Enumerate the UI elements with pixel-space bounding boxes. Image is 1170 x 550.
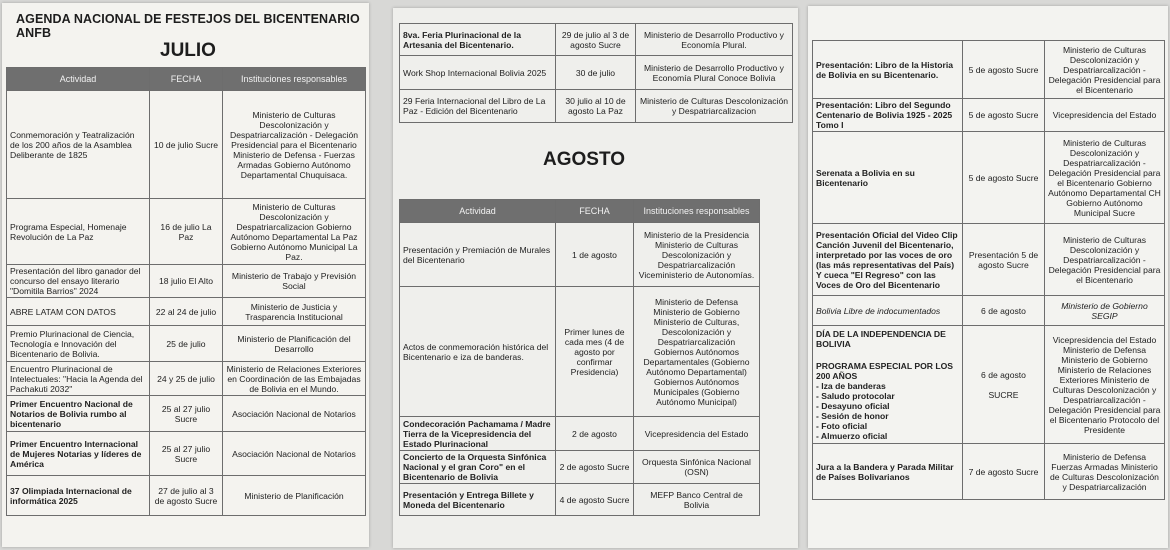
page-august-2: [808, 6, 1168, 548]
activity-text: 8va. Feria Plurinacional de la Artesania del Bicentenario.: [403, 29, 521, 50]
activity-cell: [813, 99, 963, 132]
activity-text: Programa Especial, Homenaje Revolución de La Paz: [10, 221, 127, 242]
date-text: 22 al 24 de julio: [155, 306, 217, 317]
institutions-cell: Ministerio de Culturas Descolonización y Despatriarcalizacion Gobierno Autónomo Departamental La Paz Gobierno Autónomo Municipal La Paz.: [223, 199, 366, 265]
activity-cell: [7, 199, 150, 265]
table-row: [400, 287, 760, 417]
date-text: 16 de julio La Paz: [160, 221, 212, 242]
activity-sub-line: - Sesión de honor: [816, 410, 889, 421]
table-row: [7, 265, 366, 298]
activity-text: Presentación: Libro del Segundo Centenario de Bolivia 1925 - 2025 Tomo I: [816, 100, 953, 130]
activity-cell: [7, 91, 150, 199]
activity-text: Conmemoración y Teatralización de los 200 años de la Asamblea Deliberante de 1825: [10, 129, 135, 160]
institutions-cell: Ministerio de Culturas Descolonización y Despatriarcalización - Delegación Presidencial para el Bicentenario Gobierno Autónomo Departamental CH Gobierno Autónomo Municipal Sucre: [1045, 132, 1165, 224]
activity-cell: [7, 396, 150, 432]
institutions-cell: Ministerio de Culturas Descolonización y Despatriarcalización - Delegación Presidencial para el Bicentenario: [1045, 41, 1165, 99]
institutions-cell: Asociación Nacional de Notarios: [223, 396, 366, 432]
date-text: 25 al 27 julio Sucre: [161, 403, 211, 424]
activity-text: Primer Encuentro Internacional de Mujeres Notarias y líderes de América: [10, 438, 142, 469]
date-cell: [963, 444, 1045, 500]
activity-cell: [400, 451, 556, 484]
table-row: [7, 298, 366, 326]
date-cell: [556, 484, 634, 516]
activity-text: Condecoración Pachamama / Madre Tierra de la Vicepresidencia del Estado Plurinacional: [403, 418, 551, 449]
table-row: [400, 223, 760, 287]
table-row: [813, 132, 1165, 224]
date-text: 30 de julio: [575, 67, 616, 78]
activity-cell: [7, 326, 150, 362]
column-header: Actividad: [7, 68, 150, 91]
activity-text: Presentación y Entrega Billete y Moneda del Bicentenario: [403, 489, 534, 510]
activity-cell: [7, 265, 150, 298]
institutions-cell: Ministerio de Gobierno SEGIP: [1045, 296, 1165, 326]
date-text: 10 de julio Sucre: [153, 139, 219, 150]
activity-text: Serenata a Bolivia en su Bicentenario: [816, 167, 915, 188]
date-text: 1 de agosto: [572, 249, 617, 260]
august-table: [399, 199, 760, 516]
activity-text: Primer Encuentro Nacional de Notarios de Bolivia rumbo al bicentenario: [10, 398, 133, 429]
date-cell: [963, 99, 1045, 132]
date-cell: [150, 199, 223, 265]
date-location: SUCRE: [988, 389, 1019, 400]
table-row: [7, 432, 366, 476]
table-row: [7, 326, 366, 362]
activity-text: Work Shop Internacional Bolivia 2025: [403, 67, 547, 78]
date-text: 27 de julio al 3 de agosto Sucre: [154, 485, 218, 506]
july-table: [6, 67, 366, 516]
date-cell: [150, 91, 223, 199]
august-continued-table: [399, 23, 793, 123]
date-text: 25 de julio: [166, 338, 206, 349]
column-header: Instituciones responsables: [223, 68, 366, 91]
activity-text: Presentación: Libro de la Historia de Bolivia en su Bicentenario.: [816, 59, 954, 80]
institutions-cell: Ministerio de Culturas Descolonización y Despatriarcalización - Delegación Presidencial para el Bicentenario: [1045, 224, 1165, 296]
table-row: [813, 326, 1165, 444]
month-title-july: JULIO: [160, 40, 216, 61]
date-cell: [963, 41, 1045, 99]
date-cell: [556, 417, 634, 451]
date-text: 7 de agosto Sucre: [968, 466, 1039, 477]
table-row: [400, 417, 760, 451]
date-cell: [150, 476, 223, 516]
table-row: [7, 396, 366, 432]
date-text: 25 al 27 julio Sucre: [161, 443, 211, 464]
activity-cell: [813, 296, 963, 326]
institutions-cell: Vicepresidencia del Estado Ministerio de Defensa Ministerio de Gobierno Ministerio de Relaciones Exteriores Ministerio de Culturas Descolonización y Despatriarcalización - Delegación Presidencial para el Bicentenario Protocolo del Presidente: [1045, 326, 1165, 444]
activity-text: Presentación y Premiación de Murales del Bicentenario: [403, 244, 551, 265]
activity-text: Presentación Oficial del Video Clip Canción Juvenil del Bicentenario, interpretado por las voces de oro (las más representativas del País) Y cueca "El Regreso" con las Voces de Oro del Bicentenario: [816, 229, 958, 290]
activity-sub-line: - Saludo protocolar: [816, 390, 895, 401]
activity-sub-line: - Desayuno oficial: [816, 400, 890, 411]
activity-cell: [7, 432, 150, 476]
date-text: 29 de julio al 3 de agosto Sucre: [561, 29, 630, 50]
date-cell: [963, 132, 1045, 224]
main-title: AGENDA NACIONAL DE FESTEJOS DEL BICENTENARIO ANFB: [16, 12, 360, 40]
activity-text: Actos de conmemoración histórica del Bicentenario e iza de banderas.: [403, 341, 549, 362]
institutions-cell: Ministerio de la Presidencia Ministerio de Culturas Descolonización y Despatriarcalización Viceministerio de Autonomías.: [634, 223, 760, 287]
page-july: [2, 3, 369, 547]
activity-cell: [813, 41, 963, 99]
activity-text: ABRE LATAM CON DATOS: [10, 306, 116, 317]
activity-sub-line: - Iza de banderas: [816, 380, 886, 391]
table-row: [813, 99, 1165, 132]
date-text: Presentación 5 de agosto Sucre: [968, 249, 1039, 270]
activity-sub-line: PROGRAMA ESPECIAL POR LOS 200 AÑOS: [816, 360, 954, 381]
activity-text: Encuentro Plurinacional de Intelectuales: "Hacia la Agenda del Pachakuti 2032": [10, 363, 143, 394]
institutions-cell: Orquesta Sinfónica Nacional (OSN): [634, 451, 760, 484]
activity-text: Premio Plurinacional de Ciencia, Tecnología e Innovación del Bicentenario de Bolivia.: [10, 328, 135, 359]
date-cell: [556, 90, 636, 123]
table-row: [813, 296, 1165, 326]
activity-cell: [7, 362, 150, 396]
august-table-continued: [812, 40, 1165, 500]
institutions-cell: Ministerio de Desarrollo Productivo y Economía Plural Conoce Bolivia: [636, 56, 793, 90]
date-text: 4 de agosto Sucre: [559, 494, 630, 505]
activity-sub-line: - Foto oficial: [816, 420, 868, 431]
table-row: [400, 90, 793, 123]
date-cell: [150, 326, 223, 362]
date-cell: [963, 326, 1045, 444]
date-cell: [963, 224, 1045, 296]
date-text: 24 y 25 de julio: [157, 373, 215, 384]
table-row: [7, 362, 366, 396]
activity-cell: [400, 90, 556, 123]
date-cell: [556, 223, 634, 287]
institutions-cell: Ministerio de Desarrollo Productivo y Economía Plural.: [636, 24, 793, 56]
activity-cell: [400, 417, 556, 451]
activity-text: Concierto de la Orquesta Sinfónica Nacional y el gran Coro" en el Bicentenario de Bolivia: [403, 452, 547, 482]
column-header: FECHA: [556, 200, 634, 223]
institutions-cell: Vicepresidencia del Estado: [634, 417, 760, 451]
activity-cell: [400, 484, 556, 516]
date-cell: [556, 451, 634, 484]
table-row: [813, 224, 1165, 296]
date-cell: [556, 24, 636, 56]
institutions-cell: Ministerio de Planificación del Desarrollo: [223, 326, 366, 362]
activity-sub-line: - Almuerzo oficial: [816, 430, 888, 441]
activity-cell: [400, 56, 556, 90]
date-text: 30 julio al 10 de agosto La Paz: [565, 96, 626, 116]
date-cell: [150, 298, 223, 326]
activity-cell: [813, 326, 963, 444]
date-text: 5 de agosto Sucre: [968, 110, 1039, 120]
date-text: 18 julio El Alto: [159, 276, 213, 286]
institutions-cell: Vicepresidencia del Estado: [1045, 99, 1165, 132]
month-title-august: AGOSTO: [543, 149, 625, 170]
activity-text: DÍA DE LA INDEPENDENCIA DE BOLIVIA: [816, 328, 946, 349]
institutions-cell: MEFP Banco Central de Bolivia: [634, 484, 760, 516]
institutions-cell: Ministerio de Relaciones Exteriores en Coordinación de las Embajadas de Bolivia en el Mundo.: [223, 362, 366, 396]
institutions-cell: Ministerio de Defensa Fuerzas Armadas Ministerio de Culturas Descolonización y Despatriarcalización: [1045, 444, 1165, 500]
activity-cell: [813, 132, 963, 224]
activity-cell: [400, 223, 556, 287]
date-text: 2 de agosto Sucre: [559, 462, 630, 472]
institutions-cell: Ministerio de Culturas Descolonización y Despatriarcalizacion: [636, 90, 793, 123]
table-row: [813, 444, 1165, 500]
activity-cell: [400, 24, 556, 56]
column-header: Instituciones responsables: [634, 200, 760, 223]
date-cell: [150, 265, 223, 298]
institutions-cell: Ministerio de Defensa Ministerio de Gobierno Ministerio de Culturas, Descolonización y Despatriarcalización Gobiernos Autónomos Departamentales (Gobierno Autónomo Departamental) Gobiernos Autónomos Municipales (Gobierno Autónomo Municipal): [634, 287, 760, 417]
date-text: 6 de agosto: [981, 369, 1026, 380]
activity-cell: [400, 287, 556, 417]
activity-text: 29 Feria Internacional del Libro de La Paz - Edición del Bicentenario: [403, 96, 546, 116]
table-row: [7, 91, 366, 199]
table-row: [400, 484, 760, 516]
date-text: 6 de agosto: [981, 305, 1026, 316]
table-row: [400, 451, 760, 484]
date-cell: [556, 56, 636, 90]
date-cell: [150, 396, 223, 432]
activity-text: Bolivia Libre de indocumentados: [816, 305, 941, 316]
institutions-cell: Ministerio de Culturas Descolonización y Despatriarcalización - Delegación Presidencial para el Bicentenario Ministerio de Defensa - Fuerzas Armadas Gobierno Autónomo Departamental Chuquisaca.: [223, 91, 366, 199]
table-row: [7, 476, 366, 516]
date-text: Primer lunes de cada mes (4 de agosto por confirmar Presidencia): [564, 326, 625, 377]
date-text: 5 de agosto Sucre: [968, 64, 1039, 75]
column-header: Actividad: [400, 200, 556, 223]
date-cell: [556, 287, 634, 417]
activity-text: Presentación del libro ganador del concurso del ensayo literario "Domitila Barrios" 2024: [10, 266, 141, 296]
activity-cell: [813, 444, 963, 500]
date-cell: [963, 296, 1045, 326]
institutions-cell: Ministerio de Trabajo y Previsión Social: [223, 265, 366, 298]
date-text: 5 de agosto Sucre: [968, 172, 1039, 183]
activity-text: Jura a la Bandera y Parada Militar de Países Bolivarianos: [816, 461, 954, 482]
date-cell: [150, 362, 223, 396]
table-row: [400, 24, 793, 56]
activity-cell: [7, 476, 150, 516]
institutions-cell: Asociación Nacional de Notarios: [223, 432, 366, 476]
date-cell: [150, 432, 223, 476]
institutions-cell: Ministerio de Justicia y Trasparencia Institucional: [223, 298, 366, 326]
table-row: [7, 199, 366, 265]
activity-cell: [7, 298, 150, 326]
institutions-cell: Ministerio de Planificación: [223, 476, 366, 516]
date-text: 2 de agosto: [572, 428, 617, 439]
table-row: [400, 56, 793, 90]
activity-text: 37 Olimpiada Internacional de informática 2025: [10, 485, 132, 506]
column-header: FECHA: [150, 68, 223, 91]
activity-cell: [813, 224, 963, 296]
table-row: [813, 41, 1165, 99]
page-august-1: [393, 8, 798, 548]
